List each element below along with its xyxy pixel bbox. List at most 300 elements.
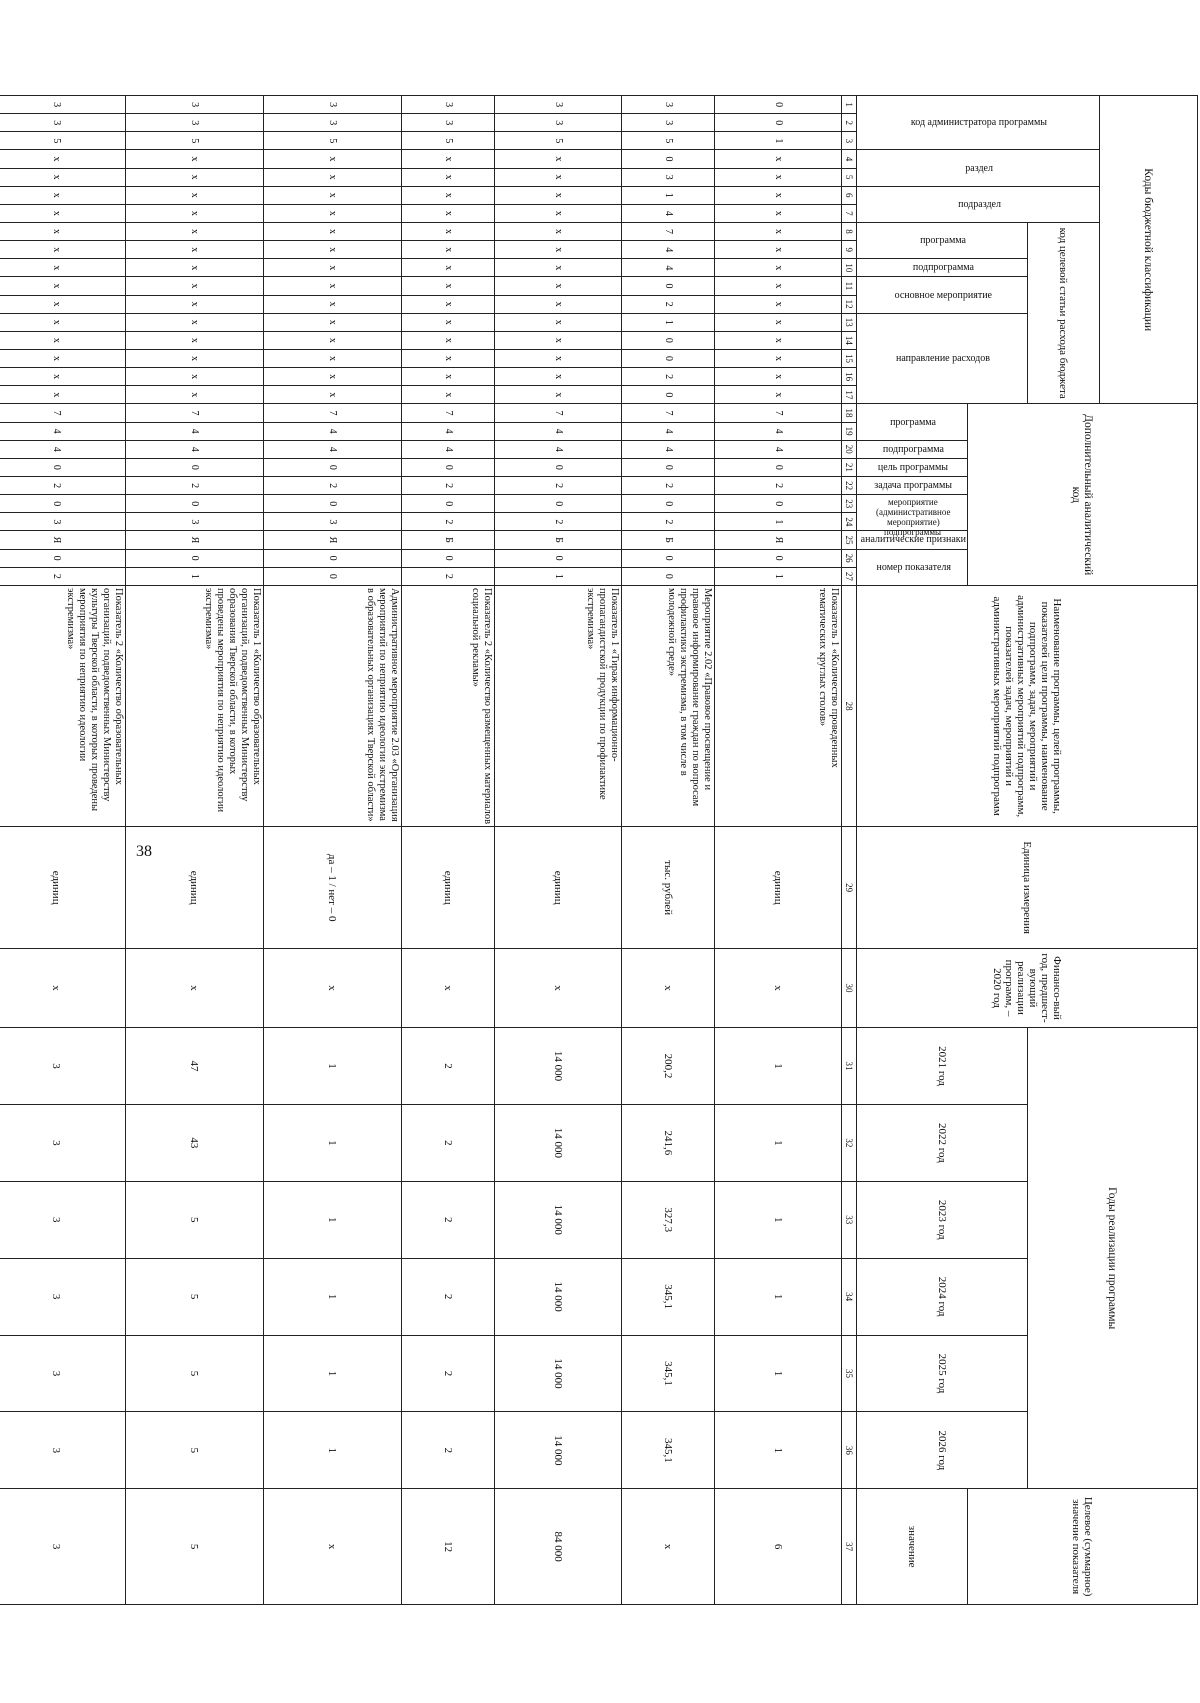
year-value-cell: 1 — [263, 1104, 401, 1181]
code-digit-cell: х — [125, 222, 263, 240]
code-digit-cell: Я — [125, 531, 263, 549]
column-number: 8 — [841, 222, 856, 240]
column-number: 28 — [841, 585, 856, 826]
code-digit-cell: Б — [621, 531, 714, 549]
year-value-cell: 14 000 — [494, 1412, 621, 1489]
column-number: 33 — [841, 1181, 856, 1258]
code-digit-cell: 2 — [494, 513, 621, 531]
code-digit-cell: х — [263, 186, 401, 204]
admin-code-header: код администратора программы — [856, 96, 1099, 150]
code-digit-cell: х — [263, 259, 401, 277]
code-digit-cell: х — [0, 277, 125, 295]
code-digit-cell: х — [0, 386, 125, 404]
unit-cell: единиц — [125, 827, 263, 949]
code-digit-cell: 3 — [0, 114, 125, 132]
code-digit-cell: 3 — [494, 114, 621, 132]
code-digit-cell: 4 — [125, 422, 263, 440]
column-number: 26 — [841, 549, 856, 567]
item-name-cell: Показатель 2 «Количество образовательных организаций, подведомственных Министерству культуры Тверской области, в которых проведены мероприятия по неприятию идеологии экстремизма» — [0, 585, 125, 826]
code-digit-cell: 1 — [621, 186, 714, 204]
code-digit-cell: х — [263, 368, 401, 386]
name-header: Наименование программы, целей программы, показателей цели программы, наименование подпрограмм, задач, мероприятий и административных мероприятий подпрограмм, показателей задач, мероприятий и административных мероприятий подпрограмм — [856, 585, 1197, 826]
year-value-cell: 2 — [401, 1028, 494, 1105]
target-article-header: код целевой статьи расхода бюджета — [1028, 222, 1100, 403]
year-value-cell: 3 — [0, 1335, 125, 1412]
code-digit-cell: х — [714, 168, 841, 186]
year-2022-header: 2022 год — [856, 1104, 1027, 1181]
code-digit-cell: 0 — [621, 150, 714, 168]
code-digit-cell: х — [714, 204, 841, 222]
code-digit-cell: х — [714, 386, 841, 404]
code-digit-cell: х — [714, 368, 841, 386]
years-group-header: Годы реализации программы — [1028, 1028, 1198, 1489]
column-number: 27 — [841, 567, 856, 585]
table-row — [494, 96, 621, 1605]
code-digit-cell: х — [714, 150, 841, 168]
fin-year-cell: х — [494, 949, 621, 1028]
code-digit-cell: 1 — [714, 132, 841, 150]
code-digit-cell: х — [125, 295, 263, 313]
code-digit-cell: 0 — [621, 277, 714, 295]
code-digit-cell: 5 — [621, 132, 714, 150]
column-numbers-row — [841, 96, 856, 1605]
column-number: 7 — [841, 204, 856, 222]
year-2024-header: 2024 год — [856, 1258, 1027, 1335]
unit-cell: единиц — [714, 827, 841, 949]
code-digit-cell: 2 — [494, 477, 621, 495]
code-digit-cell: 2 — [621, 477, 714, 495]
code-digit-cell: х — [0, 331, 125, 349]
item-name-cell: Показатель 1 «Количество проведенных тематических круглых столов» — [714, 585, 841, 826]
item-name-cell: Показатель 1 «Количество образовательных организаций, подведомственных Министерству образования Тверской области, в которых проведены мероприятия по неприятию идеологии экстремизма» — [125, 585, 263, 826]
code-digit-cell: х — [263, 168, 401, 186]
a-task-header: задача программы — [856, 477, 967, 495]
code-digit-cell: 0 — [0, 495, 125, 513]
column-number: 17 — [841, 386, 856, 404]
fin-year-cell: х — [125, 949, 263, 1028]
code-digit-cell: х — [401, 313, 494, 331]
code-digit-cell: х — [401, 168, 494, 186]
code-digit-cell: Я — [714, 531, 841, 549]
year-value-cell: 345,1 — [621, 1412, 714, 1489]
a-sign-header: аналитические признаки — [856, 531, 967, 549]
expense-direction-header: направление расходов — [856, 313, 1027, 404]
column-number: 36 — [841, 1412, 856, 1489]
column-number: 20 — [841, 440, 856, 458]
column-number: 31 — [841, 1028, 856, 1105]
code-digit-cell: 4 — [621, 259, 714, 277]
code-digit-cell: 7 — [621, 404, 714, 422]
column-number: 12 — [841, 295, 856, 313]
column-number: 19 — [841, 422, 856, 440]
column-number: 10 — [841, 259, 856, 277]
code-digit-cell: х — [263, 241, 401, 259]
year-value-cell: 1 — [263, 1412, 401, 1489]
column-number: 4 — [841, 150, 856, 168]
code-digit-cell: х — [714, 277, 841, 295]
code-digit-cell: х — [714, 331, 841, 349]
code-digit-cell: 2 — [621, 513, 714, 531]
target-value-cell: 12 — [401, 1489, 494, 1605]
column-number: 37 — [841, 1489, 856, 1605]
code-digit-cell: х — [401, 331, 494, 349]
code-digit-cell: х — [125, 259, 263, 277]
column-number: 5 — [841, 168, 856, 186]
table-row — [0, 96, 125, 1605]
code-digit-cell: х — [401, 259, 494, 277]
year-value-cell: 14 000 — [494, 1104, 621, 1181]
code-digit-cell: х — [494, 277, 621, 295]
code-digit-cell: х — [401, 368, 494, 386]
code-digit-cell: х — [494, 204, 621, 222]
column-number: 3 — [841, 132, 856, 150]
year-value-cell: 1 — [263, 1181, 401, 1258]
code-digit-cell: 0 — [714, 458, 841, 476]
column-number: 11 — [841, 277, 856, 295]
year-value-cell: 14 000 — [494, 1028, 621, 1105]
code-digit-cell: 0 — [714, 96, 841, 114]
code-digit-cell: 0 — [125, 549, 263, 567]
code-digit-cell: 0 — [494, 549, 621, 567]
code-digit-cell: 5 — [0, 132, 125, 150]
code-digit-cell: 4 — [401, 422, 494, 440]
table-row — [125, 96, 263, 1605]
code-digit-cell: х — [494, 295, 621, 313]
code-digit-cell: 4 — [494, 440, 621, 458]
code-digit-cell: 4 — [714, 440, 841, 458]
unit-cell: единиц — [494, 827, 621, 949]
year-value-cell: 14 000 — [494, 1181, 621, 1258]
code-digit-cell: х — [263, 277, 401, 295]
code-digit-cell: 0 — [401, 458, 494, 476]
code-digit-cell: х — [494, 349, 621, 367]
fin-year-cell: х — [621, 949, 714, 1028]
razdel-header: раздел — [856, 150, 1099, 186]
code-digit-cell: х — [263, 150, 401, 168]
code-digit-cell: х — [494, 259, 621, 277]
code-digit-cell: 0 — [621, 331, 714, 349]
table-row — [621, 96, 714, 1605]
code-digit-cell: 2 — [401, 477, 494, 495]
code-digit-cell: 3 — [494, 96, 621, 114]
code-digit-cell: х — [401, 277, 494, 295]
code-digit-cell: 3 — [125, 513, 263, 531]
code-digit-cell: х — [263, 295, 401, 313]
code-digit-cell: Я — [0, 531, 125, 549]
code-digit-cell: 0 — [714, 549, 841, 567]
year-value-cell: 2 — [401, 1412, 494, 1489]
code-digit-cell: 0 — [125, 458, 263, 476]
code-digit-cell: 3 — [0, 513, 125, 531]
column-number: 21 — [841, 458, 856, 476]
code-digit-cell: 0 — [494, 458, 621, 476]
code-digit-cell: х — [125, 331, 263, 349]
column-number: 23 — [841, 495, 856, 513]
unit-cell: да – 1 / нет – 0 — [263, 827, 401, 949]
code-digit-cell: 2 — [0, 567, 125, 585]
code-digit-cell: х — [263, 222, 401, 240]
year-value-cell: 327,3 — [621, 1181, 714, 1258]
code-digit-cell: х — [401, 186, 494, 204]
main-event-header: основное мероприятие — [856, 277, 1027, 313]
code-digit-cell: Я — [263, 531, 401, 549]
code-digit-cell: 4 — [263, 440, 401, 458]
code-digit-cell: 0 — [263, 495, 401, 513]
year-value-cell: 43 — [125, 1104, 263, 1181]
code-digit-cell: 0 — [0, 549, 125, 567]
item-name-cell: Показатель 2 «Количество размещенных материалов социальной рекламы» — [401, 585, 494, 826]
code-digit-cell: 0 — [621, 549, 714, 567]
target-value-cell: 3 — [0, 1489, 125, 1605]
code-digit-cell: 5 — [263, 132, 401, 150]
code-digit-cell: х — [714, 295, 841, 313]
code-digit-cell: х — [401, 386, 494, 404]
code-digit-cell: 7 — [401, 404, 494, 422]
code-digit-cell: х — [263, 204, 401, 222]
code-digit-cell: 0 — [401, 495, 494, 513]
fin-year-cell: х — [0, 949, 125, 1028]
target-value-header: значение — [856, 1489, 967, 1605]
code-digit-cell: х — [401, 204, 494, 222]
code-digit-cell: 4 — [494, 422, 621, 440]
code-digit-cell: 2 — [621, 295, 714, 313]
code-digit-cell: 2 — [714, 477, 841, 495]
column-number: 1 — [841, 96, 856, 114]
code-digit-cell: х — [0, 222, 125, 240]
year-value-cell: 3 — [0, 1258, 125, 1335]
code-digit-cell: 0 — [621, 458, 714, 476]
code-digit-cell: 0 — [621, 495, 714, 513]
year-value-cell: 5 — [125, 1258, 263, 1335]
code-digit-cell: х — [125, 368, 263, 386]
unit-cell: единиц — [0, 827, 125, 949]
code-digit-cell: х — [401, 150, 494, 168]
year-value-cell: 2 — [401, 1335, 494, 1412]
column-number: 25 — [841, 531, 856, 549]
code-digit-cell: х — [714, 259, 841, 277]
code-digit-cell: х — [714, 222, 841, 240]
code-digit-cell: Б — [494, 531, 621, 549]
code-digit-cell: х — [494, 168, 621, 186]
column-number: 22 — [841, 477, 856, 495]
podprogramma-header: подпрограмма — [856, 259, 1027, 277]
code-digit-cell: х — [401, 222, 494, 240]
code-digit-cell: 2 — [0, 477, 125, 495]
code-digit-cell: х — [0, 259, 125, 277]
code-digit-cell: 1 — [494, 567, 621, 585]
code-digit-cell: 7 — [714, 404, 841, 422]
code-digit-cell: х — [494, 313, 621, 331]
table-row — [263, 96, 401, 1605]
code-digit-cell: х — [125, 204, 263, 222]
code-digit-cell: 0 — [714, 495, 841, 513]
target-value-cell: х — [263, 1489, 401, 1605]
code-digit-cell: 0 — [125, 495, 263, 513]
year-value-cell: 1 — [714, 1335, 841, 1412]
year-value-cell: 47 — [125, 1028, 263, 1105]
code-digit-cell: 4 — [0, 422, 125, 440]
code-digit-cell: х — [125, 277, 263, 295]
column-number: 18 — [841, 404, 856, 422]
code-digit-cell: 3 — [263, 114, 401, 132]
fin-year-cell: х — [263, 949, 401, 1028]
code-digit-cell: 3 — [621, 114, 714, 132]
code-digit-cell: 1 — [714, 513, 841, 531]
year-value-cell: 200,2 — [621, 1028, 714, 1105]
year-value-cell: 2 — [401, 1181, 494, 1258]
column-number: 32 — [841, 1104, 856, 1181]
code-digit-cell: х — [125, 150, 263, 168]
year-value-cell: 14 000 — [494, 1335, 621, 1412]
code-digit-cell: 2 — [401, 567, 494, 585]
code-digit-cell: х — [0, 313, 125, 331]
year-value-cell: 1 — [263, 1028, 401, 1105]
code-digit-cell: х — [125, 241, 263, 259]
code-digit-cell: 0 — [621, 349, 714, 367]
code-digit-cell: 3 — [401, 114, 494, 132]
column-number: 35 — [841, 1335, 856, 1412]
code-digit-cell: х — [0, 349, 125, 367]
year-value-cell: 1 — [263, 1335, 401, 1412]
year-value-cell: 5 — [125, 1335, 263, 1412]
code-digit-cell: 7 — [494, 404, 621, 422]
column-number: 30 — [841, 949, 856, 1028]
indicators-table — [0, 95, 1198, 1605]
code-digit-cell: 7 — [125, 404, 263, 422]
code-digit-cell: х — [263, 331, 401, 349]
code-digit-cell: 3 — [621, 168, 714, 186]
code-digit-cell: 1 — [125, 567, 263, 585]
code-digit-cell: 7 — [0, 404, 125, 422]
code-digit-cell: х — [263, 313, 401, 331]
code-digit-cell: 2 — [621, 368, 714, 386]
codes-budget-header: Коды бюджетной классификации — [1100, 96, 1198, 404]
table-row — [401, 96, 494, 1605]
year-value-cell: 2 — [401, 1258, 494, 1335]
column-number: 14 — [841, 331, 856, 349]
code-digit-cell: 5 — [125, 132, 263, 150]
code-digit-cell: х — [494, 222, 621, 240]
code-digit-cell: х — [0, 150, 125, 168]
code-digit-cell: 4 — [621, 422, 714, 440]
target-value-cell: 84 000 — [494, 1489, 621, 1605]
fin-year-cell: х — [401, 949, 494, 1028]
target-value-cell: 5 — [125, 1489, 263, 1605]
year-2026-header: 2026 год — [856, 1412, 1027, 1489]
year-value-cell: 1 — [263, 1258, 401, 1335]
year-value-cell: 1 — [714, 1258, 841, 1335]
code-digit-cell: х — [714, 241, 841, 259]
code-digit-cell: 2 — [263, 477, 401, 495]
code-digit-cell: 4 — [621, 440, 714, 458]
code-digit-cell: 4 — [263, 422, 401, 440]
year-value-cell: 345,1 — [621, 1335, 714, 1412]
year-value-cell: 241,6 — [621, 1104, 714, 1181]
column-number: 2 — [841, 114, 856, 132]
code-digit-cell: х — [125, 313, 263, 331]
year-value-cell: 3 — [0, 1104, 125, 1181]
year-2023-header: 2023 год — [856, 1181, 1027, 1258]
code-digit-cell: Б — [401, 531, 494, 549]
fin-year-header: Финансо-вый год, предшест-вующий реализации программ, – 2020 год — [856, 949, 1197, 1028]
a-podprogramma-header: подпрограмма — [856, 440, 967, 458]
code-digit-cell: 3 — [0, 96, 125, 114]
year-value-cell: 14 000 — [494, 1258, 621, 1335]
code-digit-cell: 4 — [621, 241, 714, 259]
code-digit-cell: 4 — [714, 422, 841, 440]
code-digit-cell: х — [494, 241, 621, 259]
code-digit-cell: 4 — [401, 440, 494, 458]
code-digit-cell: х — [401, 349, 494, 367]
code-digit-cell: 3 — [263, 513, 401, 531]
year-value-cell: 1 — [714, 1028, 841, 1105]
year-2025-header: 2025 год — [856, 1335, 1027, 1412]
code-digit-cell: 0 — [263, 549, 401, 567]
code-digit-cell: 3 — [401, 96, 494, 114]
code-digit-cell: 4 — [125, 440, 263, 458]
year-value-cell: 5 — [125, 1181, 263, 1258]
year-value-cell: 5 — [125, 1412, 263, 1489]
code-digit-cell: х — [494, 186, 621, 204]
unit-header: Единица измерения — [856, 827, 1197, 949]
column-number: 24 — [841, 513, 856, 531]
code-digit-cell: х — [494, 150, 621, 168]
unit-cell: тыс. рублей — [621, 827, 714, 949]
year-value-cell: 3 — [0, 1028, 125, 1105]
a-event-header: мероприятие (административное мероприятие) подпрограммы — [856, 495, 967, 531]
code-digit-cell: х — [714, 186, 841, 204]
item-name-cell: Показатель 1 «Тираж информационно-пропагандистской продукции по профилактике экстремизма» — [494, 585, 621, 826]
year-2021-header: 2021 год — [856, 1028, 1027, 1105]
code-digit-cell: х — [263, 386, 401, 404]
column-number: 6 — [841, 186, 856, 204]
code-digit-cell: х — [125, 168, 263, 186]
code-digit-cell: 0 — [263, 567, 401, 585]
column-number: 29 — [841, 827, 856, 949]
code-digit-cell: х — [0, 186, 125, 204]
code-digit-cell: 2 — [125, 477, 263, 495]
code-digit-cell: 2 — [401, 513, 494, 531]
item-name-cell: Административное мероприятие 2.03 «Организация мероприятий по неприятию идеологии экстремизма в образовательных организациях Тверской области» — [263, 585, 401, 826]
code-digit-cell: 0 — [494, 495, 621, 513]
year-value-cell: 3 — [0, 1412, 125, 1489]
column-number: 13 — [841, 313, 856, 331]
item-name-cell: Мероприятие 2.02 «Правовое просвещение и правовое информирование граждан по вопросам профилактики экстремизма, в том числе в молодежной среде» — [621, 585, 714, 826]
year-value-cell: 1 — [714, 1412, 841, 1489]
page-number: 38 — [136, 843, 152, 860]
code-digit-cell: 3 — [621, 96, 714, 114]
year-value-cell: 3 — [0, 1181, 125, 1258]
code-digit-cell: х — [401, 241, 494, 259]
code-digit-cell: х — [0, 241, 125, 259]
code-digit-cell: 0 — [263, 458, 401, 476]
code-digit-cell: х — [0, 368, 125, 386]
a-goal-header: цель программы — [856, 458, 967, 476]
column-number: 34 — [841, 1258, 856, 1335]
programma-header: программа — [856, 222, 1027, 258]
target-value-cell: 6 — [714, 1489, 841, 1605]
fin-year-cell: х — [714, 949, 841, 1028]
analytic-code-header: Дополнительный аналитический код — [968, 404, 1198, 586]
code-digit-cell: 5 — [401, 132, 494, 150]
column-number: 16 — [841, 368, 856, 386]
code-digit-cell: х — [494, 368, 621, 386]
code-digit-cell: х — [714, 349, 841, 367]
code-digit-cell: 7 — [621, 222, 714, 240]
code-digit-cell: х — [401, 295, 494, 313]
code-digit-cell: х — [125, 386, 263, 404]
code-digit-cell: 0 — [714, 114, 841, 132]
